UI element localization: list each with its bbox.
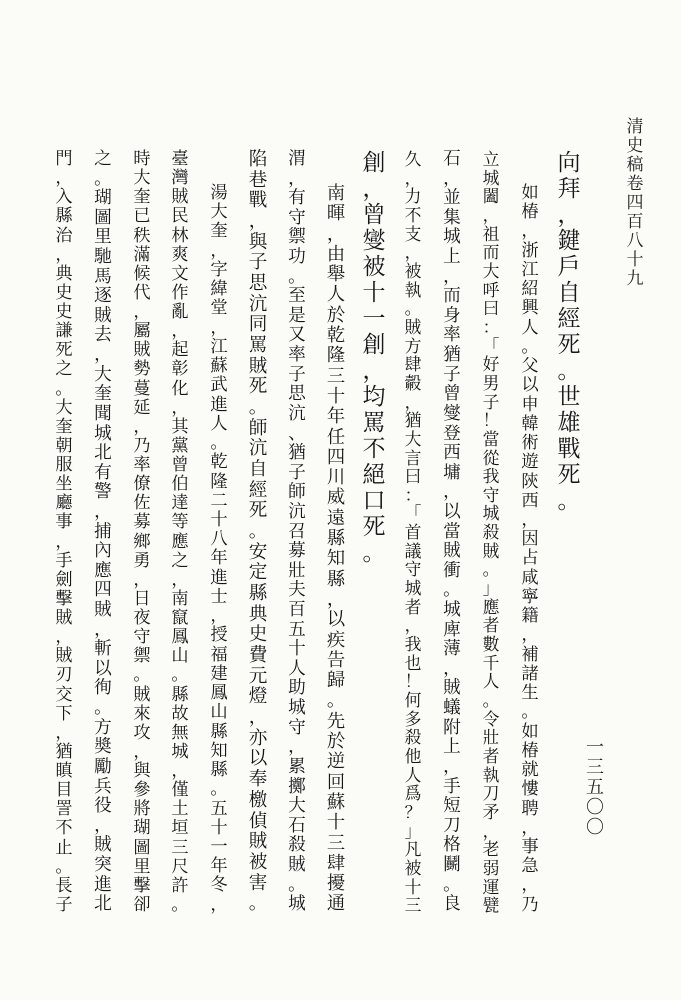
text-column-8: 渭 ， 有 守 禦 功 。 至 是 又 率 子 思 沆 、 猶 子 師 沆 召 募 壯 夫 百 五 十 人 助 城 守 ， 累 擲 大 石 殺 賊 。 城 <box>288 149 306 915</box>
text-column-7: 南 暉 ， 由 舉 人 於 乾 隆 三 十 年 任 四 川 威 遠 縣 知 縣 ， 以 疾 告 歸 。 先 於 逆 回 蘇 十 三 肆 擾 通 <box>326 183 346 915</box>
text-column-12: 時 大 奎 已 秩 滿 候 代 ， 屬 賊 勢 蔓 延 ， 乃 率 僚 佐 募 鄉 勇 ， 日 夜 守 禦 。 賊 來 攻 ， 與 參 將 瑚 圖 里 擊 卻 <box>133 149 151 915</box>
text-column-3: 立 城 闔 ， 祖 而 大 呼 曰 ： 「 好 男 子 ！ 當 從 我 守 城 殺 賊 。 」 應 者 數 千 人 。 令 壯 者 執 刀 矛 ， 老 弱 運 甓 <box>482 149 500 916</box>
text-column-14: 門 ， 入 縣 治 ， 典 史 史 謙 死 之 。 大 奎 朝 服 坐 廳 事 ， 手 劍 擊 賊 ， 賊 刃 交 下 ， 猶 瞋 目 詈 不 止 。 長 子 <box>55 149 73 915</box>
running-title: 清史稿卷四百八十九 <box>626 117 644 289</box>
text-column-2: 如 椿 ， 浙 江 紹 興 人 。 父 以 申 韓 術 遊 陝 西 ， 因 占 咸 寧 籍 ， 補 諸 生 。 如 椿 就 慺 聘 ， 事 急 ， 乃 <box>521 183 539 915</box>
text-column-11: 臺 灣 賊 民 林 爽 文 作 亂 ， 起 彰 化 ， 其 黨 曾 伯 達 等 應 之 ， 南 竄 鳳 山 。 縣 故 無 城 ， 僅 土 垣 三 尺 許 。 <box>171 149 189 915</box>
text-column-13: 之 。 瑚 圖 里 馳 馬 逐 賊 去 ， 大 奎 聞 城 北 有 警 ， 捕 內 應 四 賊 ， 斬 以 徇 。 方 奬 勵 兵 役 ， 賊 突 進 北 <box>94 149 112 915</box>
page-number: 一三五〇〇 <box>586 737 604 838</box>
text-column-4: 石 ， 並 集 城 上 ， 而 身 率 猶 子 曾 燮 登 西 墉 ， 以 當 賊 衝 。 城 庳 薄 ， 賊 蟻 附 上 ， 手 短 刀 格 鬭 。 良 <box>443 149 461 915</box>
text-column-5: 久 ， 力 不 支 ， 被 執 。 賊 方 肆 㲉 ， 猶 大 言 曰 ： 「 首 議 守 城 者 ， 我 也 ！ 何 多 殺 他 人 爲 ？ 」 凡 被 十 三 <box>404 149 422 916</box>
text-column-6: 創 ， 曾 燮 被 十 一 創 ， 均 罵 不 絕 口 死 。 <box>362 150 386 566</box>
text-column-9: 陷 巷 戰 ， 與 子 思 沆 同 罵 賊 死 。 師 沆 自 經 死 。 安 定 縣 典 史 費 元 燈 ， 亦 以 奉 檄 偵 賊 被 害 。 <box>248 149 268 915</box>
text-column-1: 向 拜 ， 鍵 戶 自 經 死 。 世 雄 戰 死 。 <box>557 150 581 514</box>
text-column-10: 湯 大 奎 ， 字 緯 堂 ， 江 蘇 武 進 人 。 乾 隆 二 十 八 年 進 士 ， 授 福 建 鳳 山 縣 知 縣 。 五 十 一 年 冬 ， <box>210 183 228 915</box>
